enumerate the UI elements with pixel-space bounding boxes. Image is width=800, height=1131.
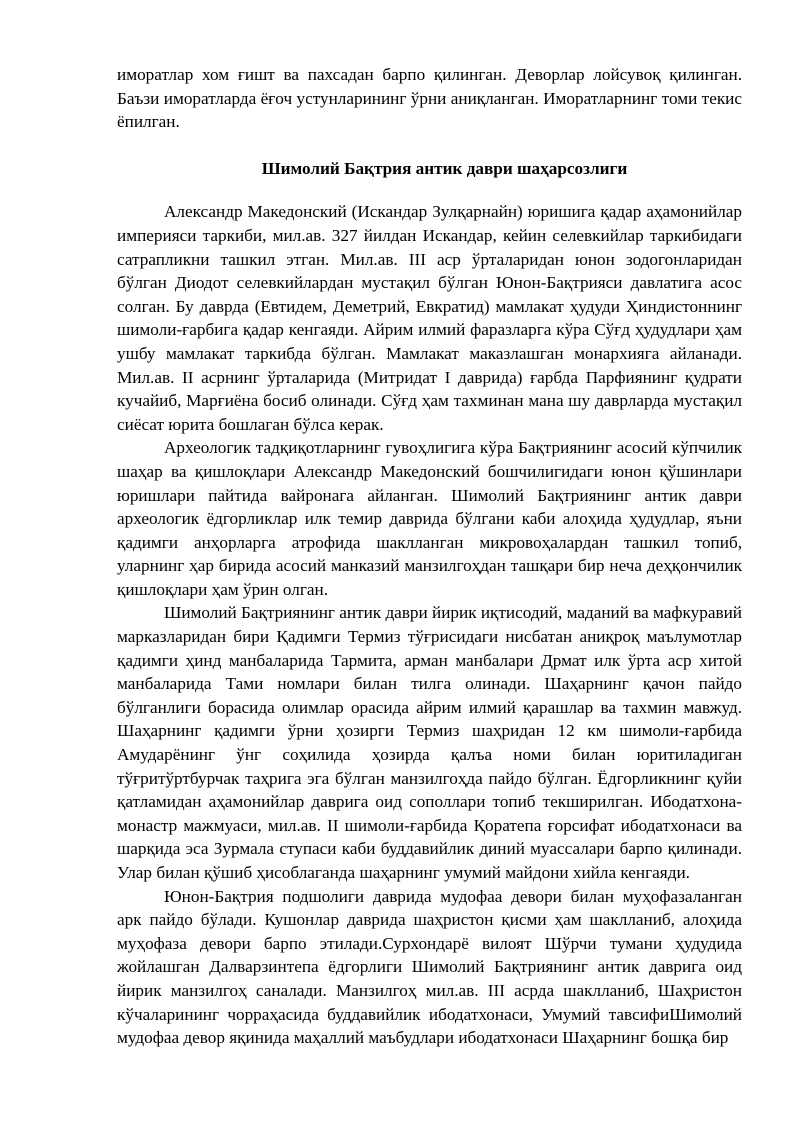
document-page bbox=[117, 63, 742, 1050]
intro-paragraph: иморатлар хом ғишт ва пахсадан барпо қилинган. Деворлар лойсувоқ қилинган. Баъзи иморатларда ёғоч устунларининг ўрни аниқланган. Иморатларнинг томи текис ёпилган. bbox=[117, 65, 742, 132]
section-heading: Шимолий Бақтрия антик даври шаҳарсозлиги bbox=[261, 158, 628, 178]
body-paragraph-4: Юнон-Бақтрия подшолиги даврида мудофаа девори билан муҳофазаланган арк пайдо бўлади. Кушонлар даврида шаҳристон қисми ҳам шаклланиб, алоҳида муҳофаза девори барпо этилади.Сурхондарё вилоят Шўрчи тумани ҳудудида жойлашган Далварзинтепа ёдгорлиги Шимолий Бақтриянинг антик даврига оид йирик манзилгоҳ саналади. Манзилгоҳ мил.ав. III асрда шаклланиб, Шаҳристон кўчаларининг чорраҳасида буддавийлик ибодатхонаси, Умумий тавсифиШимолий мудофаа девор яқинида маҳаллий маъбудлари ибодатхонаси Шаҳарнинг бошқа бир bbox=[117, 886, 742, 1048]
body-paragraph-3: Шимолий Бақтриянинг антик даври йирик иқтисодий, маданий ва мафкуравий марказларидан бири Қадимги Термиз тўғрисидаги нисбатан аниқроқ маълумотлар қадимги ҳинд манбаларида Тармита, арман манбалари Дрмат илк ўрта аср хитой манбаларида Тами номлари билан тилга олинади. Шаҳарнинг қачон пайдо бўлганлиги борасида олимлар орасида айрим илмий қарашлар ва тахмин мавжуд. Шаҳарнинг қадимги ўрни ҳозирги Термиз шаҳридан 12 км шимоли-ғарбида Амударёнинг ўнг соҳилида ҳозирда қалъа номи билан юритиладиган тўғритўртбурчак таҳрига эга бўлган манзилгоҳда пайдо бўлган. Ёдгорликнинг қуйи қатламидан аҳамонийлар даврига оид сополлари топиб текширилган. Ибодатхона-монастр мажмуаси, мил.ав. II шимоли-ғарбида Қоратепа ғорсифат ибодатхонаси ва шарқида эса Зурмала ступаси каби буддавийлик диний муассалари барпо қилинади. Улар билан қўшиб ҳисоблаганда шаҳарнинг умумий майдони хийла кенгаяди. bbox=[117, 603, 742, 882]
body-paragraph-1: Александр Македонский (Искандар Зулқарнайн) юришига қадар аҳамонийлар империяси таркиби, мил.ав. 327 йилдан Искандар, кейин селевкийлар таркибидаги сатрапликни ташкил этган. Мил.ав. III аср ўрталаридан юнон зодогонларидан бўлган Диодот селевкийлардан мустақил бўлган Юнон-Бақтрияси давлатига асос солган. Бу даврда (Евтидем, Деметрий, Евкратид) мамлакат ҳудуди Ҳиндистоннинг шимоли-ғарбига қадар кенгаяди. Айрим илмий фаразларга кўра Сўғд ҳудудлари ҳам ушбу мамлакат таркибда бўлган. Мамлакат маказлашган монархияга айланади. Мил.ав. II асрнинг ўрталарида (Митридат I даврида) ғарбда Парфиянинг қудрати кучайиб, Марғиёна босиб олинади. Сўғд ҳам тахминан мана шу даврларда мустақил сиёсат юрита бошлаган бўлса керак. bbox=[117, 202, 742, 434]
body-paragraph-2: Археологик тадқиқотларнинг гувоҳлигига кўра Бақтриянинг асосий кўпчилик шаҳар ва қишлоқлари Александр Македонский бошчилигидаги юнон қўшинлари юришлари пайтида вайронага айланган. Шимолий Бақтриянинг антик даври археологик ёдгорликлар илк темир даврида бўлгани каби алоҳида ҳудудлар, яъни қадимги анҳорларга атрофида шаклланган микровоҳалардан ташкил топиб, уларнинг ҳар бирида асосий манказий манзилгоҳдан ташқари бир неча деҳқончилик қишлоқлари ҳам ўрин олган. bbox=[117, 438, 742, 599]
